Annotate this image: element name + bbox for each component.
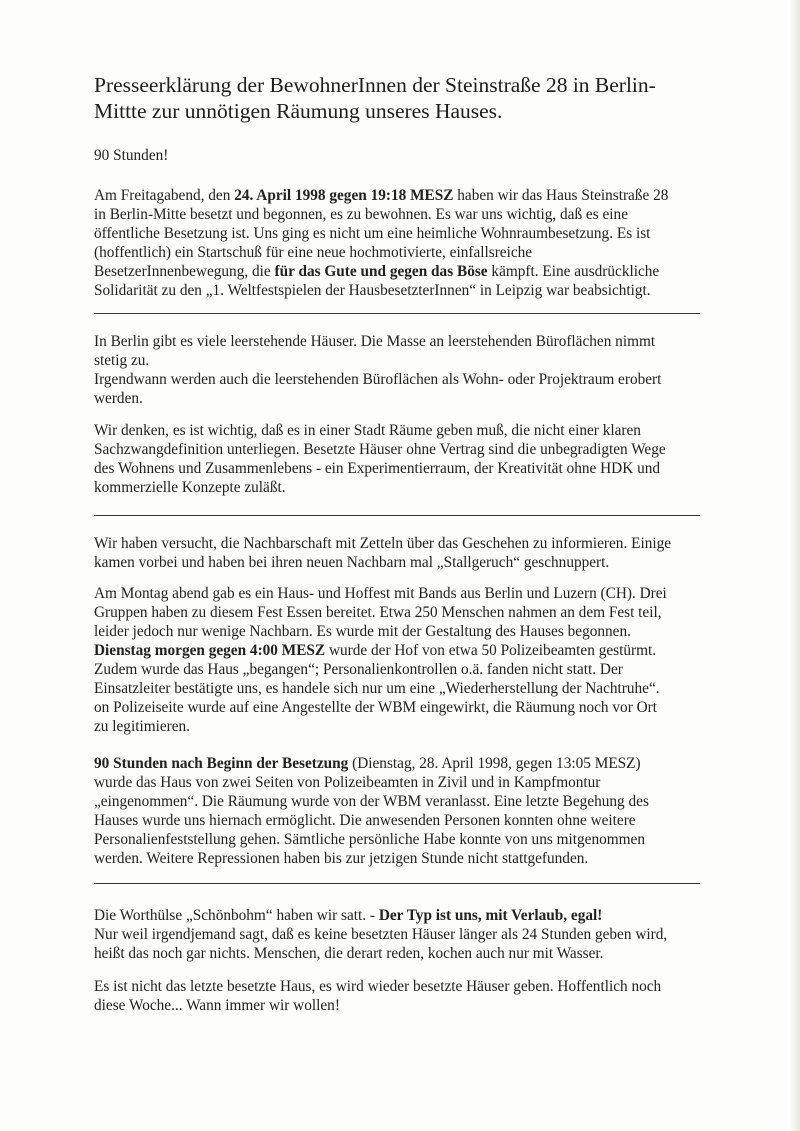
text-line: Wir denken, es ist wichtig, daß es in einer Stadt Räume geben muß, die nicht einer klaren <box>94 422 641 439</box>
section-divider <box>94 515 700 516</box>
emphasis-egal: Der Typ ist uns, mit Verlaub, egal! <box>378 907 603 924</box>
text-line: Nur weil irgendjemand sagt, daß es keine besetzten Häuser länger als 24 Stunden geben wird, <box>94 926 668 943</box>
text-line: Es ist nicht das letzte besetzte Haus, es wird wieder besetzte Häuser geben. Hoffentlich noch <box>94 978 662 995</box>
section-divider <box>94 313 700 314</box>
text-line: werden. <box>94 390 143 407</box>
paragraph-schoenbohm <box>94 906 734 963</box>
text-line: zu legitimieren. <box>94 718 190 735</box>
paragraph-vacant-houses <box>94 332 734 408</box>
text-line: Irgendwann werden auch die leerstehenden Büroflächen als Wohn- oder Projektraum erobert <box>94 371 662 388</box>
text-line: Personalienfeststellung gehen. Sämtliche persönliche Habe konnte von uns mitgenommen <box>94 831 645 848</box>
emphasis-tuesday: Dienstag morgen gegen 4:00 MESZ <box>94 642 326 659</box>
text-line: Wir haben versucht, die Nachbarschaft mit Zetteln über das Geschehen zu informieren. Einige <box>94 535 672 552</box>
text-line: (hoffentlich) ein Startschuß für eine neue hochmotivierte, einfallsreiche <box>94 244 533 261</box>
text-line: des Wohnens und Zusammenlebens - ein Experimentierraum, der Kreativität ohne HDK und <box>94 460 661 477</box>
text-line: kamen vorbei und haben bei ihren neuen Nachbarn mal „Stallgeruch“ geschnuppert. <box>94 554 610 571</box>
paragraph-closing <box>94 977 734 1015</box>
text-line: Sachzwangdefinition unterliegen. Besetzte Häuser ohne Vertrag sind die unbegradigten Wege <box>94 441 666 458</box>
text-line: Am Montag abend gab es ein Haus- und Hoffest mit Bands aus Berlin und Luzern (CH). Drei <box>94 585 667 602</box>
paragraph-occupation <box>94 186 734 300</box>
paragraph-neighbourhood <box>94 534 734 572</box>
text-line: on Polizeiseite wurde auf eine Angestellte der WBM eingewirkt, die Räumung noch vor Ort <box>94 699 658 716</box>
text-line: öffentliche Besetzung ist. Uns ging es nicht um eine heimliche Wohnraumbesetzung. Es ist <box>94 225 651 242</box>
text-line: in Berlin-Mitte besetzt und begonnen, es zu bewohnen. Es war uns wichtig, daß es eine <box>94 206 628 223</box>
text-line: 90 Stunden nach Beginn der Besetzung (Dienstag, 28. April 1998, gegen 13:05 MESZ) <box>94 755 641 772</box>
emphasis-good-evil: für das Gute und gegen das Böse <box>274 263 488 280</box>
text-line: diese Woche... Wann immer wir wollen! <box>94 997 340 1014</box>
title-line-1: Presseerklärung der BewohnerInnen der Steinstraße 28 in Berlin- <box>94 73 656 97</box>
text-line: Dienstag morgen gegen 4:00 MESZ wurde der Hof von etwa 50 Polizeibeamten gestürmt. <box>94 642 657 659</box>
scan-edge-shadow <box>790 0 800 1131</box>
text-line: Zudem wurde das Haus „begangen“; Personalienkontrollen o.ä. fanden nicht statt. Der <box>94 661 623 678</box>
paragraph-free-spaces <box>94 421 734 497</box>
text-line: wurde das Haus von zwei Seiten von Polizeibeamten in Zivil und in Kampfmontur <box>94 774 601 791</box>
section-divider <box>94 883 700 884</box>
text-line: Einsatzleiter bestätigte uns, es handele sich nur um eine „Wiederherstellung der Nachtruhe“. <box>94 680 660 697</box>
text-line: Am Freitagabend, den 24. April 1998 gegen 19:18 MESZ haben wir das Haus Steinstraße 28 <box>94 187 669 204</box>
text-line: Solidarität zu den „1. Weltfestspielen der HausbesetzterInnen“ in Leipzig war beabsichtigt. <box>94 282 651 299</box>
emphasis-date: 24. April 1998 gegen 19:18 MESZ <box>234 187 454 204</box>
paragraph-house-party <box>94 584 734 736</box>
paragraph-eviction <box>94 754 734 868</box>
text-line: „eingenommen“. Die Räumung wurde von der WBM veranlasst. Eine letzte Begehung des <box>94 793 649 810</box>
title-line-2: Mittte zur unnötigen Räumung unseres Hauses. <box>94 99 503 123</box>
text-line: Die Worthülse „Schönbohm“ haben wir satt. - Der Typ ist uns, mit Verlaub, egal! <box>94 907 603 924</box>
text-line: leider jedoch nur wenige Nachbarn. Es wurde mit der Gestaltung des Hauses begonnen. <box>94 623 631 640</box>
text-line: stetig zu. <box>94 352 150 369</box>
intro-line: 90 Stunden! <box>94 147 169 164</box>
text-line: Gruppen haben zu diesem Fest Essen bereitet. Etwa 250 Menschen nahmen an dem Fest teil, <box>94 604 662 621</box>
text-line: Hauses wurde uns hiernach ermöglicht. Die anwesenden Personen konnten ohne weitere <box>94 812 636 829</box>
page-title <box>94 72 734 124</box>
text-line: In Berlin gibt es viele leerstehende Häuser. Die Masse an leerstehenden Büroflächen nimmt <box>94 333 656 350</box>
text-line: heißt das noch gar nichts. Menschen, die derart reden, kochen auch nur mit Wasser. <box>94 945 604 962</box>
text-line: kommerzielle Konzepte zuläßt. <box>94 479 286 496</box>
text-line: werden. Weitere Repressionen haben bis zur jetzigen Stunde nicht stattgefunden. <box>94 850 589 867</box>
emphasis-90-hours: 90 Stunden nach Beginn der Besetzung <box>94 755 349 772</box>
text-line: BesetzerInnenbewegung, die für das Gute und gegen das Böse kämpft. Eine ausdrückliche <box>94 263 660 280</box>
